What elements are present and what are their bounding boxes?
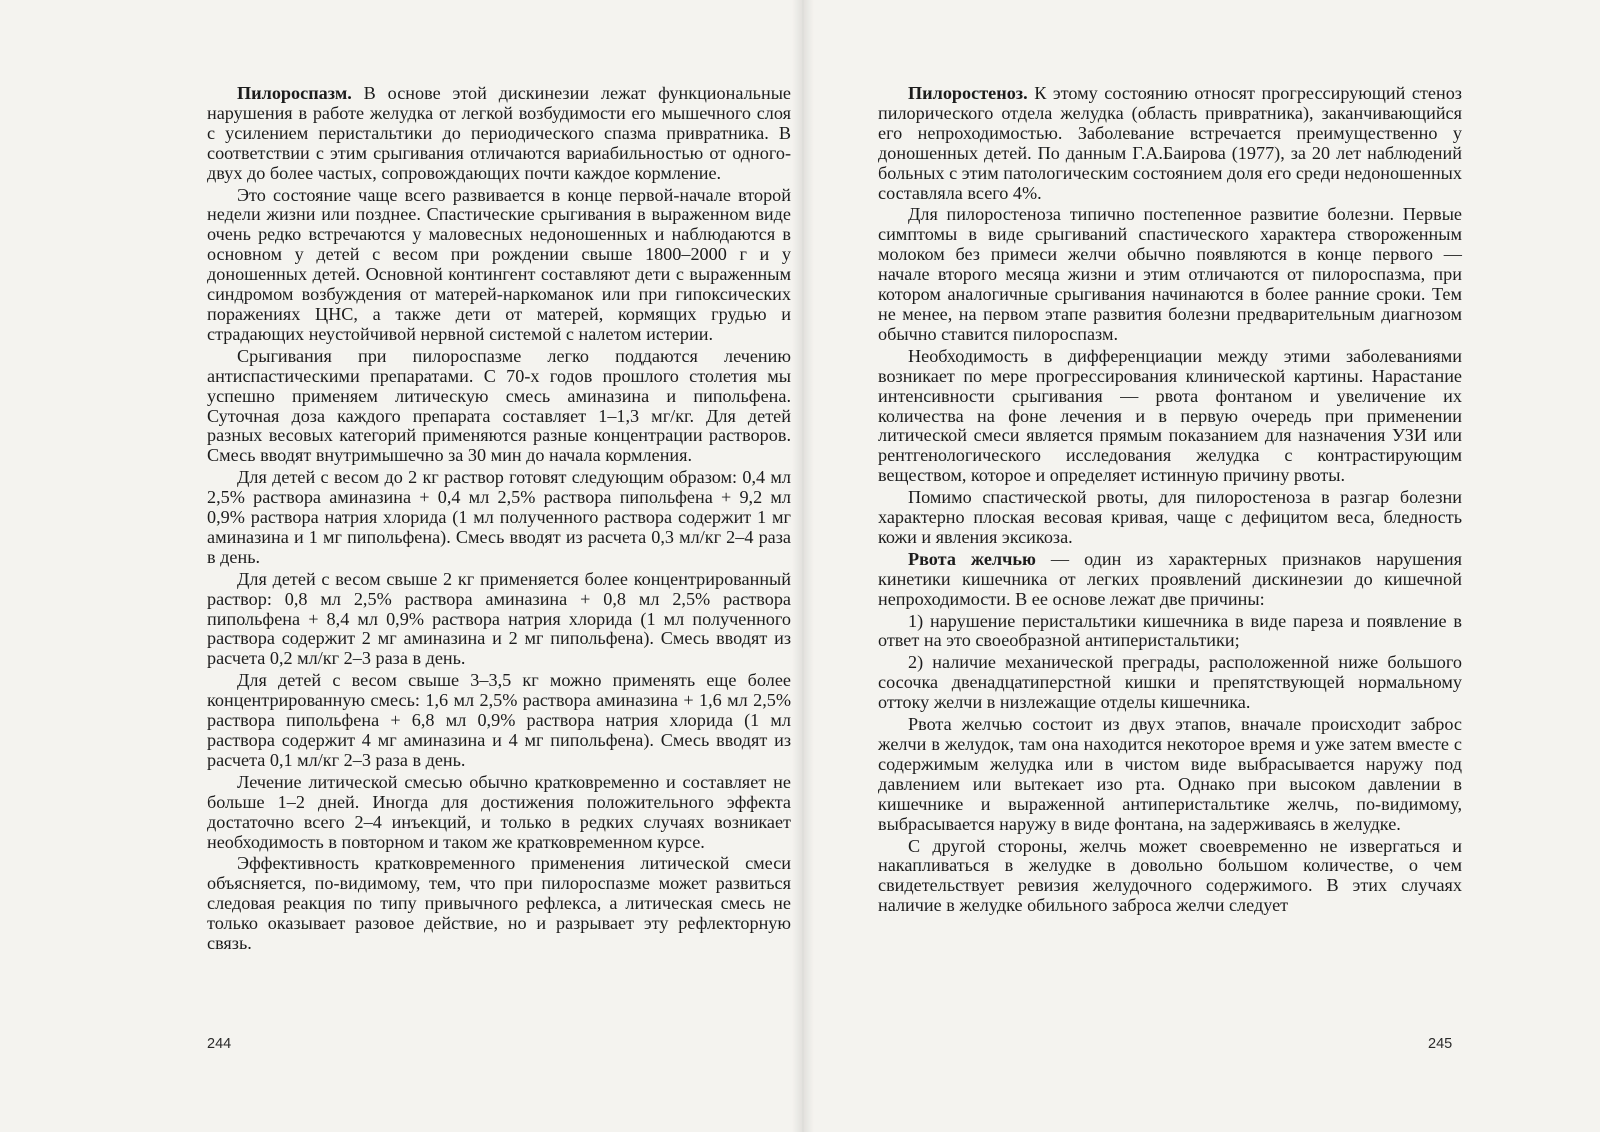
- right-page: [878, 84, 1462, 918]
- left-page: [207, 84, 791, 956]
- paragraph-text: Для детей с весом свыше 3–3,5 кг можно применять еще более концентрированную смесь: 1,6 мл 2,5% раствора аминазина + 1,6 мл 2,5% раствора пипольфена + 6,8 мл 0,9% раствора натрия хлорида (1 мл раствора содержит 4 мг аминазина и 4 мг пипольфена). Смесь вводят из расчета 0,1 мл/кг 2–3 раза в день.: [207, 670, 791, 770]
- book-gutter: [792, 0, 814, 1132]
- page-number-left: 244: [207, 1036, 232, 1052]
- paragraph-pylorospasm-intro: [207, 84, 791, 184]
- paragraph-bile-vomiting-intro: [878, 550, 1462, 610]
- paragraph-text: К этому состоянию относят прогрессирующий стеноз пилорического отдела желудка (область привратника), заканчивающийся его непроходимостью. Заболевание встречается преимущественно у доношенных детей. По данным Г.А.Баирова (1977), за 20 лет наблюдений больных с этим патологическим состоянием доля его среди недоношенных составляла всего 4%.: [878, 83, 1462, 203]
- paragraph-pylorostenosis-intro: [878, 84, 1462, 203]
- paragraph-text: В основе этой дискинезии лежат функциональные нарушения в работе желудка от легкой возбудимости его мышечного слоя с усилением перистальтики до периодического спазма привратника. В соответствии с этим срыгивания отличаются вариабильностью от одного-двух до более частых, сопровождающих почти каждое кормление.: [207, 83, 791, 183]
- paragraph-text: С другой стороны, желчь может своевременно не извергаться и накапливаться в желудке в довольно большом количестве, о чем свидетельствует ревизия желудочного содержимого. В этих случаях наличие в желудке обильного заброса желчи следует: [878, 835, 1462, 916]
- paragraph-text: Рвота желчью состоит из двух этапов, вначале происходит заброс желчи в желудок, там она находится некоторое время и уже затем вместе с содержимым желудка или в чистом виде выбрасывается наружу под давлением или вытекает изо рта. Однако при высоком давлении в кишечнике и выраженной антиперистальтике желчь, по-видимому, выбрасывается наружу в виде фонтана, на задерживаясь в желудке.: [878, 714, 1462, 834]
- paragraph-text: Срыгивания при пилороспазме легко поддаются лечению антиспастическими препаратами. С 70-х годов прошлого столетия мы успешно применяем литическую смесь аминазина и пипольфена. Суточная доза каждого препарата составляет 1–1,3 мг/кг. Для детей разных весовых категорий применяются разные концентрации растворов. Смесь вводят внутримышечно за 30 мин до начала кормления.: [207, 345, 791, 466]
- list-item: 1) нарушение перистальтики кишечника в виде пареза и появление в ответ на это своеобразной антиперистальтики;: [878, 610, 1462, 651]
- paragraph-lead: Пилоростеноз.: [908, 83, 1028, 103]
- paragraph-text: Для пилоростеноза типично постепенное развитие болезни. Первые симптомы в виде срыгиваний спастического характера створоженным молоком без примеси желчи обычно появляются в конце первого — начале второго месяца жизни и этим отличаются от пилороспазма, при котором аналогичные срыгивания начинаются в более ранние сроки. Тем не менее, на первом этапе развития болезни предварительным диагнозом обычно ставится пилороспазм.: [878, 204, 1462, 344]
- paragraph-lead: Пилороспазм.: [237, 83, 352, 103]
- paragraph-text: Помимо спастической рвоты, для пилоростеноза в разгар болезни характерно плоская весовая кривая, чаще с дефицитом веса, бледность кожи и явления эксикоза.: [878, 487, 1462, 547]
- page-number-right: 245: [1428, 1036, 1453, 1052]
- paragraph-text: Для детей с весом свыше 2 кг применяется более концентрированный раствор: 0,8 мл 2,5% раствора аминазина + 0,8 мл 2,5% раствора пипольфена + 8,4 мл 0,9% раствора натрия хлорида (1 мл полученного раствора содержит 2 мг аминазина и 2 мг пипольфена). Смесь вводят из расчета 0,2 мл/кг 2–3 раза в день.: [207, 568, 791, 669]
- list-item: 2) наличие механической преграды, расположенной ниже большого сосочка двенадцатиперстной кишки и препятствующей нормальному оттоку желчи в низлежащие отделы кишечника.: [878, 652, 1462, 713]
- paragraph-lead: Рвота желчью: [908, 548, 1036, 569]
- paragraph-text: Лечение литической смесью обычно кратковременно и составляет не больше 1–2 дней. Иногда для достижения положительного эффекта достаточно всего 2–4 инъекций, и только в редких случаях возникает необходимость в повторном и таком же кратковременном курсе.: [207, 771, 791, 852]
- paragraph-text: Для детей с весом до 2 кг раствор готовят следующим образом: 0,4 мл 2,5% раствора аминазина + 0,4 мл 2,5% раствора пипольфена + 9,2 мл 0,9% раствора натрия хлорида (1 мл полученного раствора содержит 1 мг аминазина и 1 мг пипольфена). Смесь вводят из расчета 0,3 мл/кг 2–4 раза в день.: [207, 467, 791, 567]
- paragraph-text: Это состояние чаще всего развивается в конце первой-начале второй недели жизни или позднее. Спастические срыгивания в выраженном виде очень редко встречаются у маловесных недоношенных и наблюдаются в основном у детей с весом при рождении свыше 1800–2000 г и у доношенных детей. Основной контингент составляют дети с выраженным синдромом возбуждения от матерей-наркоманок или при гипоксических поражениях ЦНС, а также дети от матерей, кормящих грудью и страдающих неустойчивой нервной системой с налетом истерии.: [207, 184, 791, 344]
- paragraph-text: Эффективность кратковременного применения литической смеси объясняется, по-видимому, тем, что при пилороспазме может развиться следовая реакция по типу привычного рефлекса, а литическая смесь не только оказывает разовое действие, но и разрывает эту рефлекторную связь.: [207, 853, 791, 954]
- paragraph-text: Необходимость в дифференциации между этими заболеваниями возникает по мере прогрессирования клинической картины. Нарастание интенсивности срыгивания — рвота фонтаном и увеличение их количества на фоне лечения и в первую очередь при применении литической смеси является прямым показанием для назначения УЗИ или рентгенологического исследования желудка с контрастирующим веществом, которое и определяет истинную причину рвоты.: [878, 345, 1462, 486]
- paragraph-text: — один из характерных признаков нарушения кинетики кишечника от легких проявлений дискинезии до кишечной непроходимости. В ее основе лежат две причины:: [878, 548, 1462, 609]
